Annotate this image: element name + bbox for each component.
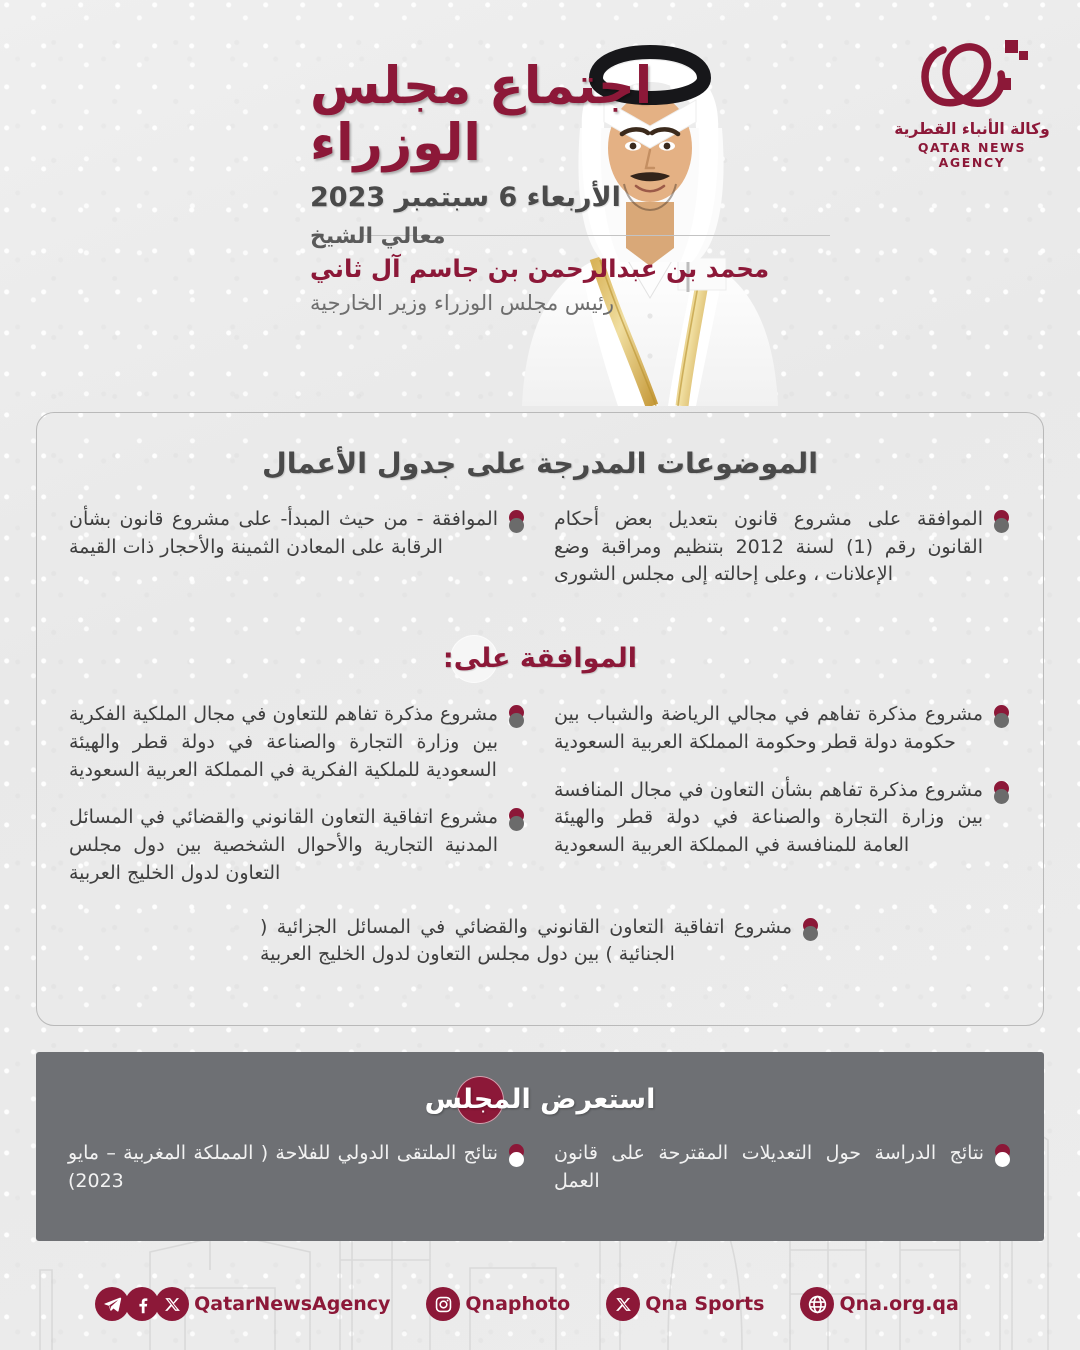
social-group-main bbox=[95, 1287, 416, 1321]
list-item bbox=[68, 1140, 526, 1195]
list-item bbox=[554, 506, 1011, 589]
review-items bbox=[54, 1140, 1026, 1215]
social-group-website bbox=[800, 1287, 984, 1321]
list-item bbox=[69, 701, 526, 784]
review-col-left bbox=[54, 1140, 540, 1215]
bullet-icon bbox=[994, 781, 1011, 808]
logo-arabic-text: وكالة الأنباء القطرية bbox=[894, 120, 1050, 138]
review-title: استعرض المجلس bbox=[424, 1084, 656, 1115]
list-item-text: مشروع مذكرة تفاهم في مجالي الرياضة والشباب بين حكومة دولة قطر وحكومة المملكة العربية السعودية bbox=[554, 703, 983, 753]
qna-logo-mark bbox=[913, 34, 1031, 116]
list-item-text: مشروع مذكرة تفاهم للتعاون في مجال الملكية الفكرية بين وزارة التجارة والصناعة في دولة قطر والهيئة السعودية للملكية الفكرية في المملكة العربية السعودية bbox=[69, 703, 498, 781]
social-group-instagram bbox=[426, 1287, 596, 1321]
instagram-icon[interactable] bbox=[426, 1287, 460, 1321]
qna-logo bbox=[892, 34, 1052, 170]
bullet-icon bbox=[803, 918, 820, 945]
list-item bbox=[554, 701, 1011, 756]
social-label[interactable]: Qna.org.qa bbox=[839, 1293, 959, 1315]
meeting-date: الأربعاء 6 سبتمبر 2023 bbox=[310, 182, 621, 214]
list-item bbox=[69, 506, 526, 561]
approvals-heading bbox=[55, 635, 1025, 683]
social-label[interactable]: QatarNewsAgency bbox=[194, 1293, 391, 1315]
bullet-icon bbox=[509, 705, 526, 732]
approvals-items bbox=[55, 701, 1025, 907]
agenda-card bbox=[36, 412, 1044, 1026]
list-item-text: مشروع مذكرة تفاهم بشأن التعاون في مجال المنافسة بين وزارة التجارة والصناعة في دولة قطر والهيئة العامة للمنافسة في المملكة العربية السعودية bbox=[554, 778, 983, 857]
bullet-icon bbox=[509, 808, 526, 835]
title-block bbox=[310, 58, 830, 236]
list-item bbox=[554, 777, 1011, 860]
approvals-centered-item bbox=[55, 914, 1025, 969]
list-item bbox=[554, 1140, 1012, 1195]
facebook-icon[interactable] bbox=[125, 1287, 159, 1321]
approvals-col-left bbox=[55, 701, 540, 907]
approvals-col-right bbox=[540, 701, 1025, 907]
bullet-icon bbox=[509, 1144, 526, 1171]
social-label[interactable]: Qna Sports bbox=[645, 1293, 765, 1315]
agenda-col-right bbox=[540, 506, 1025, 609]
x-icon[interactable] bbox=[606, 1287, 640, 1321]
social-group-sports bbox=[606, 1287, 790, 1321]
social-label[interactable]: Qnaphoto bbox=[465, 1293, 571, 1315]
telegram-icon[interactable] bbox=[95, 1287, 129, 1321]
bullet-icon bbox=[994, 510, 1011, 537]
review-col-right bbox=[540, 1140, 1026, 1215]
x-icon[interactable] bbox=[155, 1287, 189, 1321]
review-section bbox=[36, 1052, 1044, 1241]
person-prefix: معالي الشيخ bbox=[310, 224, 446, 249]
review-heading bbox=[54, 1076, 1026, 1124]
globe-icon[interactable] bbox=[800, 1287, 834, 1321]
bullet-icon bbox=[509, 510, 526, 537]
person-block bbox=[310, 222, 830, 317]
social-footer bbox=[0, 1258, 1080, 1350]
list-item-text: مشروع اتفاقية التعاون القانوني والقضائي في المسائل المدنية التجارية والأحوال الشخصية بين دول مجلس التعاون لدول الخليج العربية bbox=[69, 806, 498, 884]
list-item-text: الموافقة على مشروع قانون بتعديل بعض أحكام القانون رقم (1) لسنة 2012 بتنظيم ومراقبة وضع الإعلانات ، وعلى إحالته إلى مجلس الشورى bbox=[554, 508, 983, 586]
page-title: اجتماع مجلس الوزراء bbox=[310, 57, 653, 174]
list-item-text: الموافقة - من حيث المبدأ- على مشروع قانون بشأن الرقابة على المعادن الثمينة والأحجار ذات القيمة bbox=[69, 508, 498, 558]
list-item bbox=[260, 914, 820, 969]
person-name: محمد بن عبدالرحمن بن جاسم آل ثاني bbox=[310, 254, 770, 284]
bullet-icon bbox=[994, 705, 1011, 732]
list-item-text: نتائج الدراسة حول التعديلات المقترحة على قانون العمل bbox=[554, 1142, 984, 1192]
agenda-col-left bbox=[55, 506, 540, 609]
approvals-title: الموافقة على: bbox=[442, 643, 638, 675]
logo-english-text: QATAR NEWS AGENCY bbox=[917, 140, 1027, 170]
header bbox=[0, 0, 1080, 400]
agenda-title: الموضوعات المدرجة على جدول الأعمال bbox=[261, 447, 818, 480]
bullet-icon bbox=[995, 1144, 1012, 1171]
agenda-items bbox=[55, 506, 1025, 609]
list-item-text: نتائج الملتقى الدولي للفلاحة ( المملكة المغربية – مايو 2023) bbox=[68, 1142, 498, 1192]
person-role: رئيس مجلس الوزراء وزير الخارجية bbox=[310, 291, 615, 316]
list-item bbox=[69, 804, 526, 887]
list-item-text: مشروع اتفاقية التعاون القانوني والقضائي في المسائل الجزائية ( الجنائية ) بين دول مجلس التعاون لدول الخليج العربية bbox=[260, 915, 792, 966]
